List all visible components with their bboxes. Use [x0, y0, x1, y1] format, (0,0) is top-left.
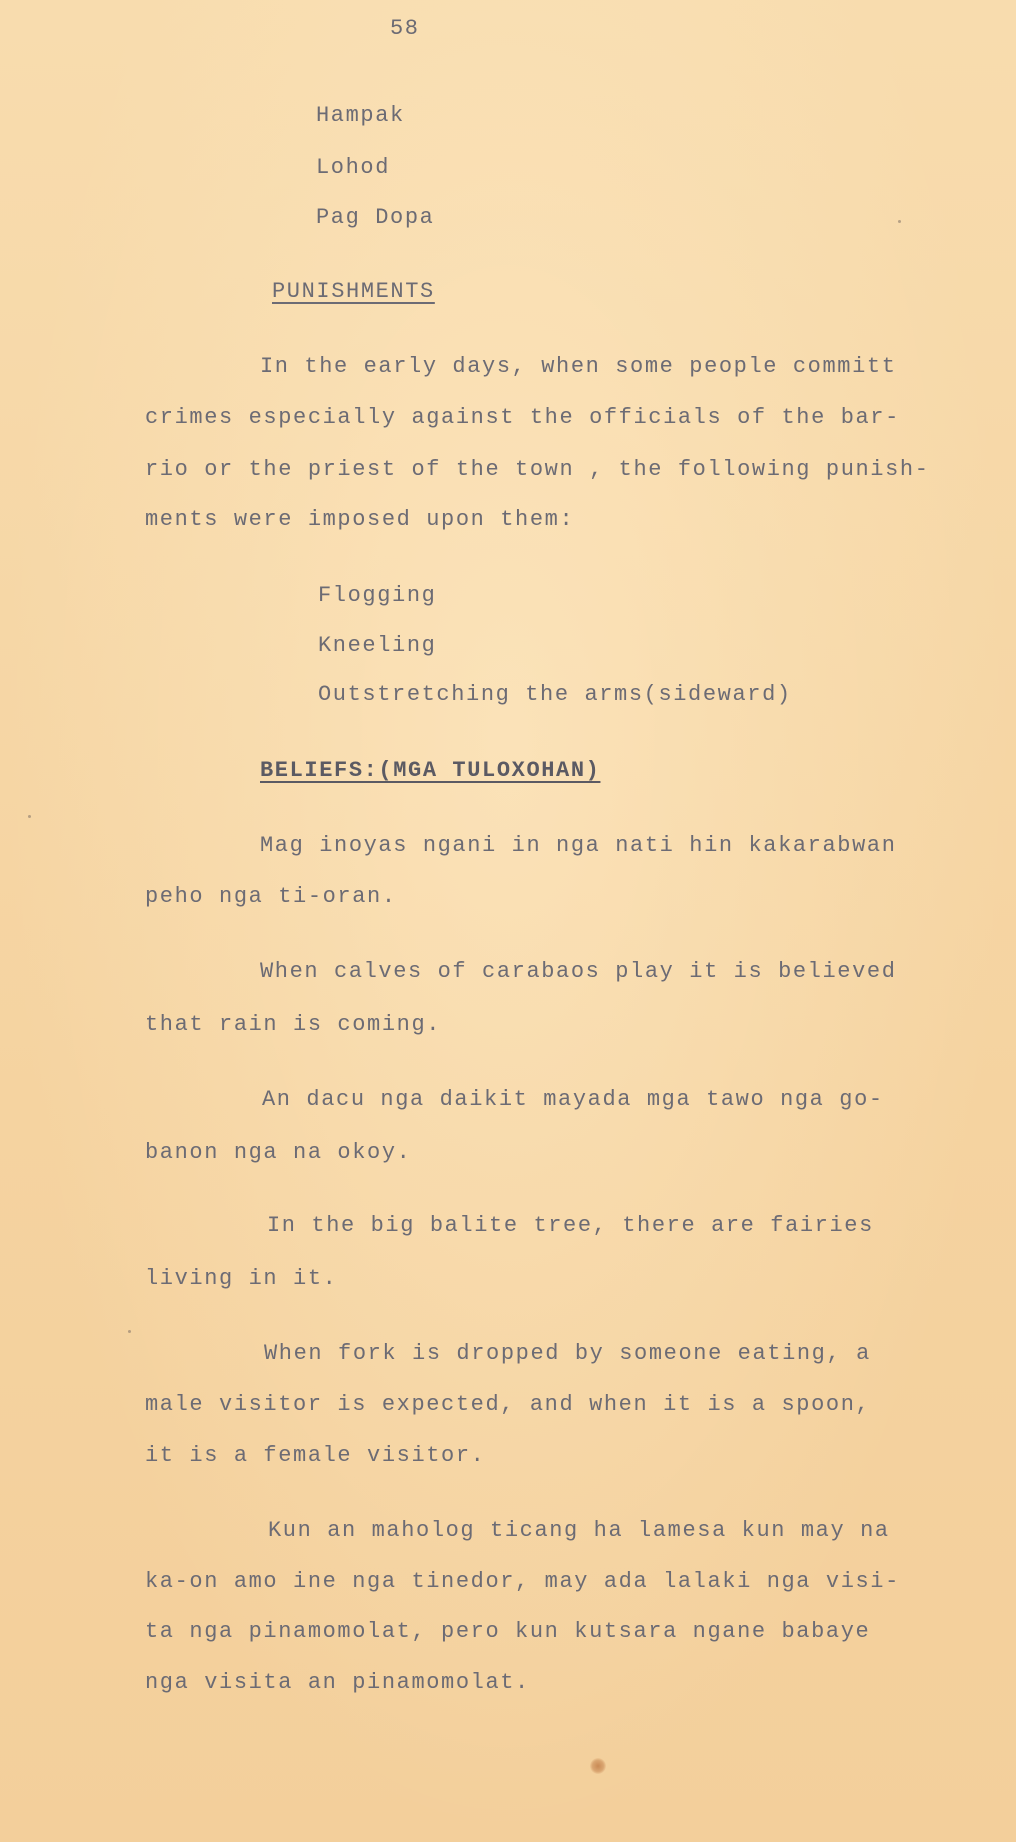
list-item: Kneeling [318, 633, 437, 658]
paper-fleck [898, 220, 901, 223]
list-item: Pag Dopa [316, 205, 435, 230]
list-item: Outstretching the arms(sideward) [318, 682, 792, 707]
paragraph-line: crimes especially against the officials of the bar- [145, 405, 900, 430]
paragraph-line: ments were imposed upon them: [145, 507, 575, 532]
list-item: Flogging [318, 583, 437, 608]
paragraph-line: ta nga pinamomolat, pero kun kutsara ngane babaye [145, 1619, 871, 1644]
paragraph-line: rio or the priest of the town , the following punish- [145, 457, 930, 482]
page-number: 58 [390, 16, 420, 41]
paragraph-line: banon nga na okoy. [145, 1140, 412, 1165]
paragraph-line: male visitor is expected, and when it is a spoon, [145, 1392, 871, 1417]
paragraph-line: that rain is coming. [145, 1012, 442, 1037]
paragraph-line: An dacu nga daikit mayada mga tawo nga go- [262, 1087, 884, 1112]
ink-smudge [590, 1758, 606, 1774]
paper-fleck [28, 815, 31, 818]
list-item: Hampak [316, 103, 405, 128]
section-heading-punishments: PUNISHMENTS [272, 279, 435, 304]
paragraph-line: In the early days, when some people committ [260, 354, 897, 379]
paragraph-line: ka-on amo ine nga tinedor, may ada lalaki nga visi- [145, 1569, 900, 1594]
paragraph-line: living in it. [145, 1266, 338, 1291]
paragraph-line: Kun an maholog ticang ha lamesa kun may na [268, 1518, 890, 1543]
paragraph-line: nga visita an pinamomolat. [145, 1670, 530, 1695]
paragraph-line: When calves of carabaos play it is believed [260, 959, 897, 984]
paragraph-line: When fork is dropped by someone eating, a [264, 1341, 871, 1366]
paragraph-line: it is a female visitor. [145, 1443, 486, 1468]
paragraph-line: In the big balite tree, there are fairies [267, 1213, 874, 1238]
section-heading-beliefs: BELIEFS:(MGA TULOXOHAN) [260, 758, 601, 783]
paragraph-line: Mag inoyas ngani in nga nati hin kakarabwan [260, 833, 897, 858]
list-item: Lohod [316, 155, 391, 180]
paper-fleck [128, 1330, 131, 1333]
paragraph-line: peho nga ti-oran. [145, 884, 397, 909]
